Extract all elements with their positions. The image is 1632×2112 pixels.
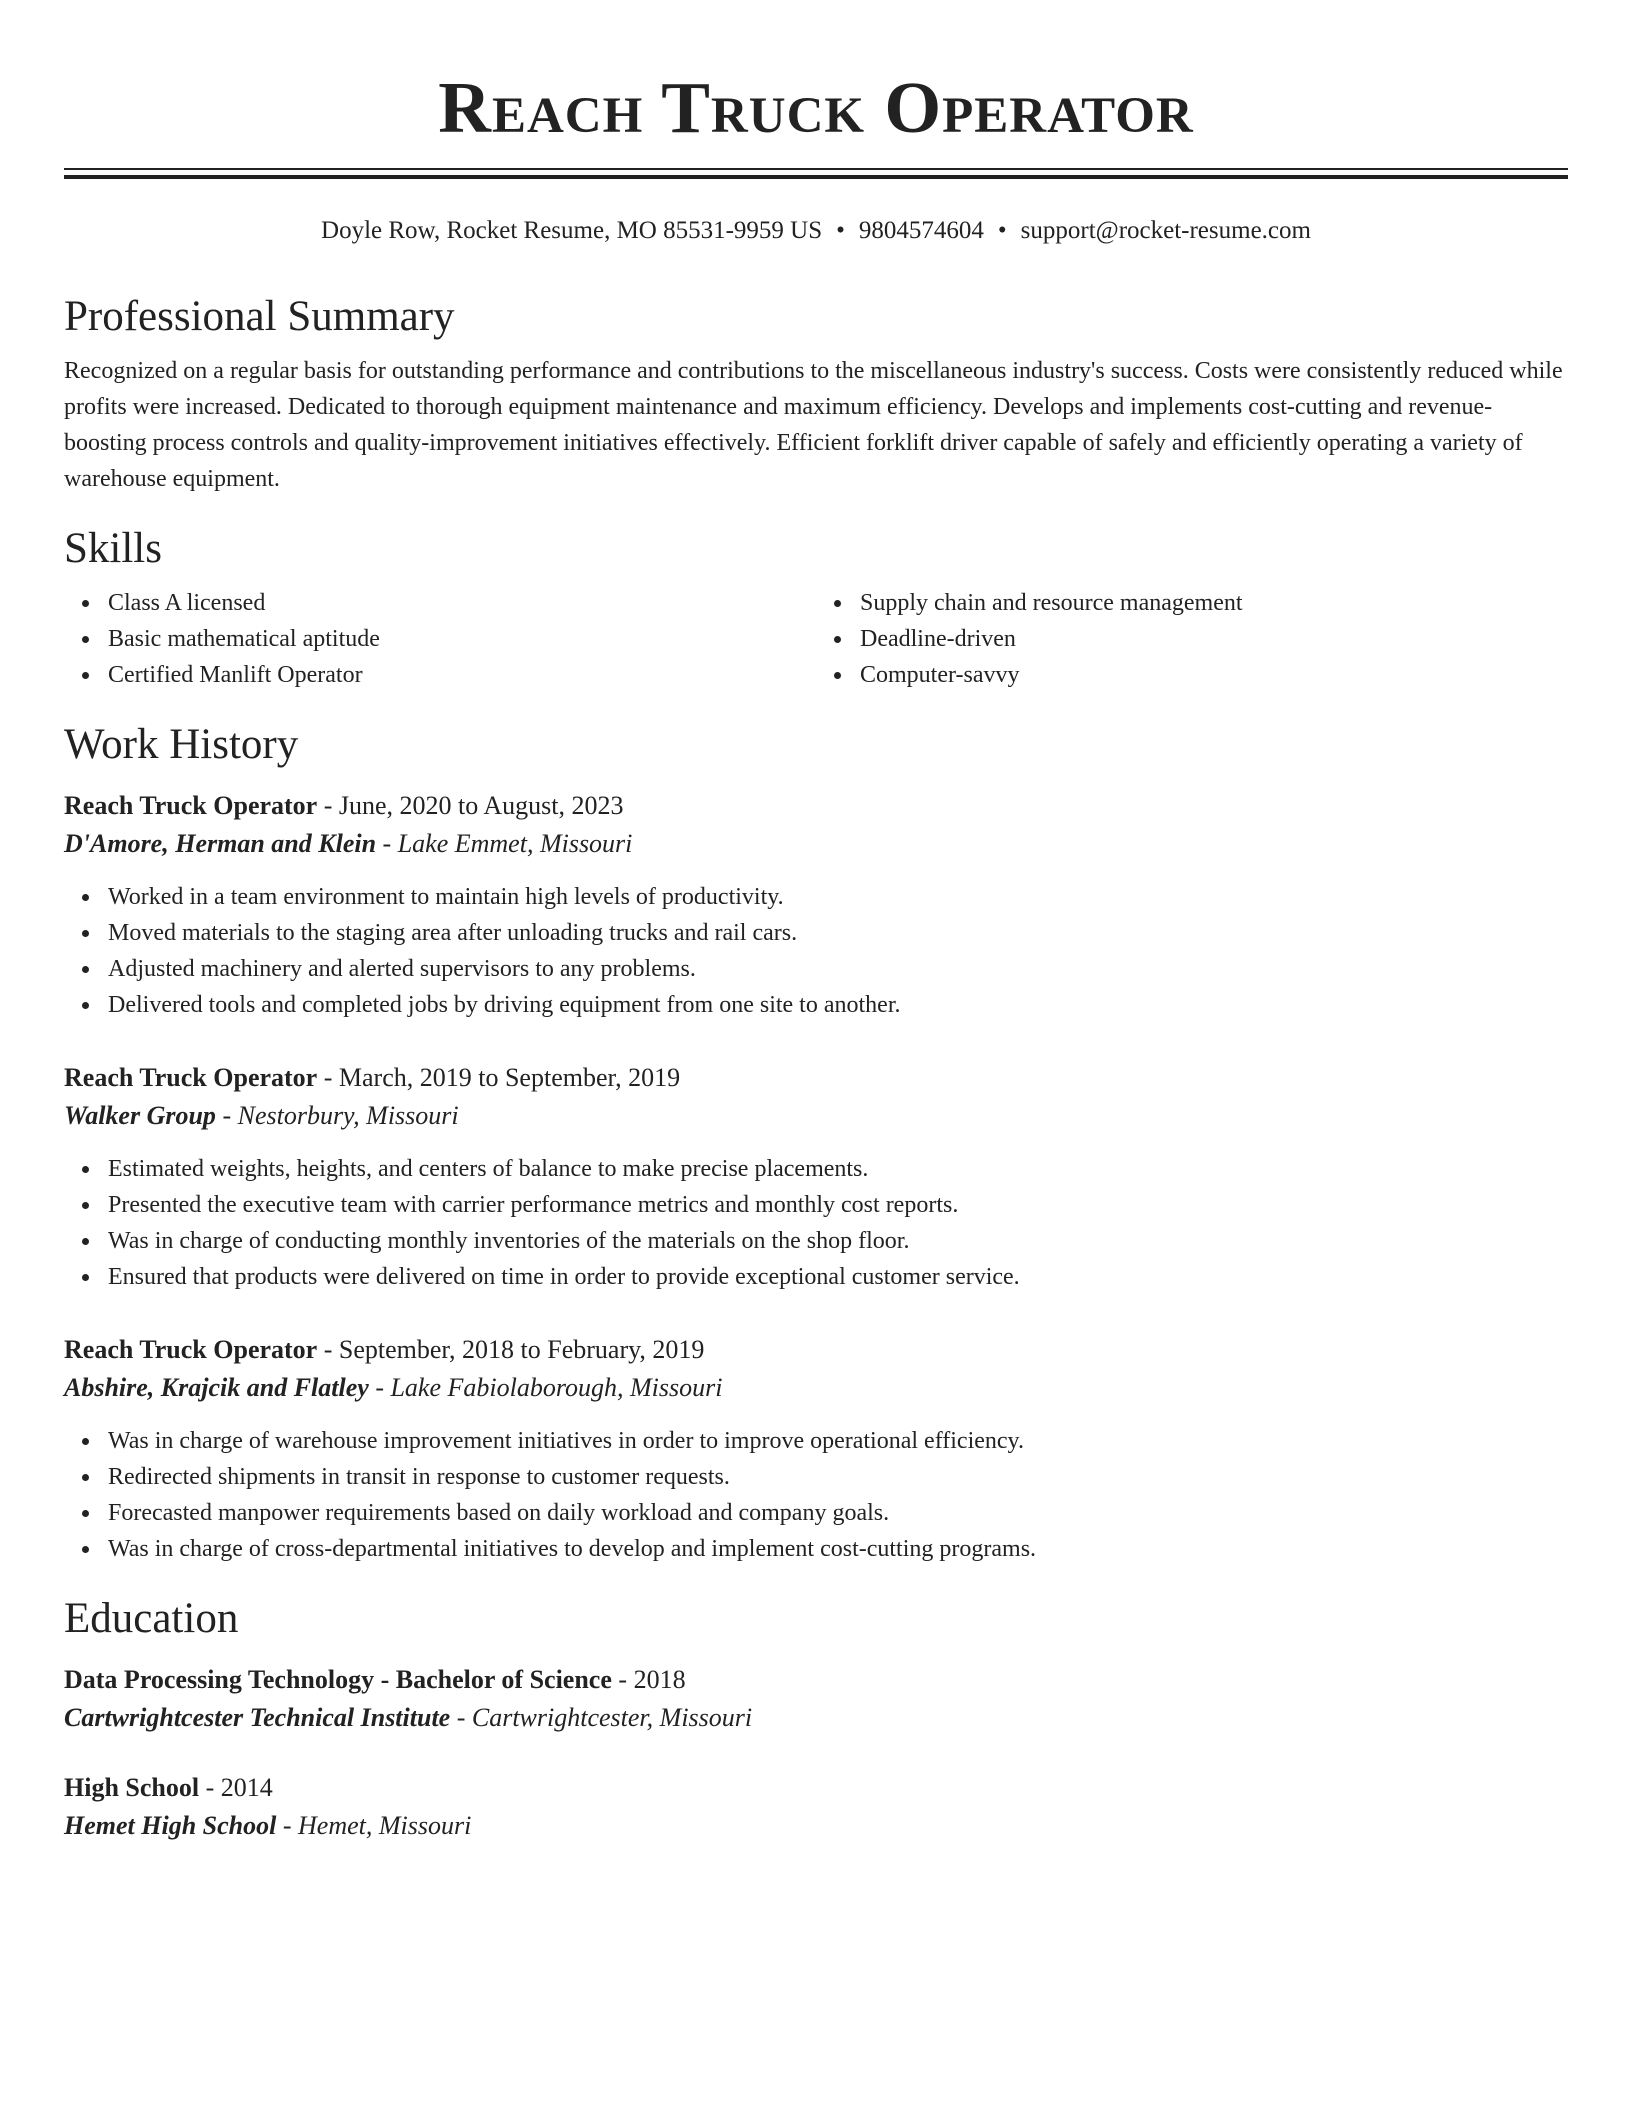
job-title-line [64,787,1568,825]
education-school-line [64,1807,1568,1845]
job-bullet: Moved materials to the staging area after unloading trucks and rail cars. [108,915,1568,951]
work-history-heading: Work History [64,721,299,768]
job-title-line [64,1059,1568,1097]
job-bullet: Ensured that products were delivered on time in order to provide exceptional customer service. [108,1259,1568,1295]
resume-title: Reach Truck Operator [438,67,1194,148]
education-degree-line [64,1769,1568,1807]
summary-heading: Professional Summary [64,293,455,340]
education-entry [64,1769,1568,1845]
job-company: Abshire, Krajcik and Flatley [64,1373,369,1402]
skill-item: Certified Manlift Operator [108,657,816,693]
education-degree-line [64,1661,1568,1699]
contact-address: Doyle Row, Rocket Resume, MO 85531-9959 US [321,217,823,244]
job-bullets [64,1423,1568,1567]
job-bullet: Was in charge of warehouse improvement initiatives in order to improve operational efficiency. [108,1423,1568,1459]
education-degree: High School [64,1773,200,1802]
education-heading: Education [64,1595,239,1642]
job-location: - Lake Emmet, Missouri [376,829,633,858]
contact-separator: • [836,217,845,244]
job-bullets [64,1151,1568,1295]
job-company: D'Amore, Herman and Klein [64,829,377,858]
skills-column-left [64,585,816,693]
job-title: Reach Truck Operator [64,791,318,820]
job-dates: - June, 2020 to August, 2023 [317,791,624,820]
job-bullet: Worked in a team environment to maintain high levels of productivity. [108,879,1568,915]
job-dates: - March, 2019 to September, 2019 [317,1063,681,1092]
contact-line [64,215,1568,247]
skills-list [64,585,1568,693]
education-school: Hemet High School [64,1811,277,1840]
contact-email: support@rocket-resume.com [1020,217,1311,244]
job-entry [64,787,1568,1023]
job-bullet: Estimated weights, heights, and centers of balance to make precise placements. [108,1151,1568,1187]
education-degree: Data Processing Technology - Bachelor of Science [64,1665,612,1694]
skill-item: Supply chain and resource management [860,585,1568,621]
education-location: - Hemet, Missouri [276,1811,472,1840]
title-divider-thin [64,168,1568,170]
job-bullet: Adjusted machinery and alerted supervisors to any problems. [108,951,1568,987]
education-entry [64,1661,1568,1737]
job-entry [64,1059,1568,1295]
job-dates: - September, 2018 to February, 2019 [317,1335,705,1364]
job-location: - Lake Fabiolaborough, Missouri [368,1373,723,1402]
job-title-line [64,1331,1568,1369]
job-bullet: Was in charge of conducting monthly inventories of the materials on the shop floor. [108,1223,1568,1259]
job-title: Reach Truck Operator [64,1063,318,1092]
job-company: Walker Group [64,1101,216,1130]
skill-item: Basic mathematical aptitude [108,621,816,657]
job-bullets [64,879,1568,1023]
education-year: - 2014 [199,1773,273,1802]
summary-text: Recognized on a regular basis for outstanding performance and contributions to the miscellaneous industry's success. Costs were consistently reduced while profits were increased. Dedicated to thorough equipment maintenance and maximum efficiency. Develops and implements cost-cutting and revenue-boosting process controls and quality-improvement initiatives effectively. Efficient forklift driver capable of safely and efficiently operating a variety of warehouse equipment. [64,358,1563,492]
education-year: - 2018 [611,1665,686,1694]
job-company-line [64,1097,1568,1135]
job-bullet: Presented the executive team with carrier performance metrics and monthly cost reports. [108,1187,1568,1223]
contact-separator: • [997,217,1007,244]
skill-item: Class A licensed [108,585,816,621]
job-bullet: Was in charge of cross-departmental initiatives to develop and implement cost-cutting programs. [108,1531,1568,1567]
title-divider-thick [64,175,1568,179]
skills-heading: Skills [64,525,162,572]
job-bullet: Forecasted manpower requirements based on daily workload and company goals. [108,1495,1568,1531]
job-location: - Nestorbury, Missouri [215,1101,459,1130]
contact-phone: 9804574604 [858,217,984,244]
job-company-line [64,825,1568,863]
skill-item: Deadline-driven [860,621,1568,657]
education-location: - Cartwrightcester, Missouri [450,1703,753,1732]
education-school-line [64,1699,1568,1737]
job-bullet: Delivered tools and completed jobs by driving equipment from one site to another. [108,987,1568,1023]
job-company-line [64,1369,1568,1407]
skill-item: Computer-savvy [860,657,1568,693]
job-title: Reach Truck Operator [64,1335,318,1364]
job-entry [64,1331,1568,1567]
job-bullet: Redirected shipments in transit in response to customer requests. [108,1459,1568,1495]
education-school: Cartwrightcester Technical Institute [64,1703,451,1732]
skills-column-right [816,585,1568,693]
